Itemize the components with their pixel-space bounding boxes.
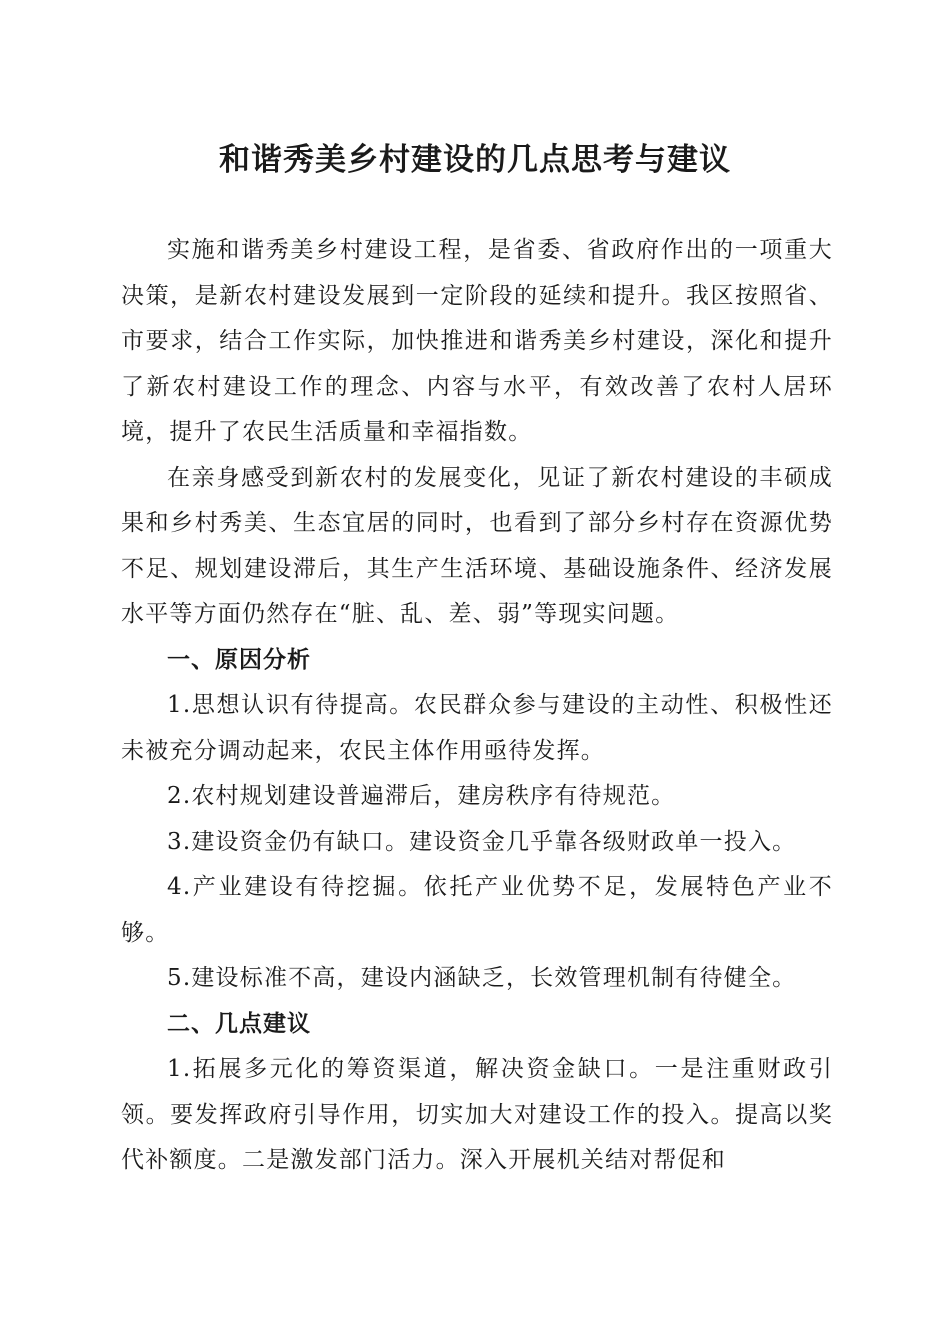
analysis-item: 2.农村规划建设普遍滞后，建房秩序有待规范。 <box>167 783 676 809</box>
section-heading-analysis: 一、原因分析 <box>167 646 311 673</box>
intro-paragraph: 实施和谐秀美乡村建设工程，是省委、省政府作出的一项重大决策，是新农村建设发展到一定阶段的延续和提升。我区按照省、市要求，结合工作实际，加快推进和谐秀美乡村建设，深化和提升了新农村建设工作的理念、内容与水平，有效改善了农村人居环境，提升了农民生活质量和幸福指数。 <box>121 237 833 445</box>
context-paragraph: 在亲身感受到新农村的发展变化，见证了新农村建设的丰硕成果和乡村秀美、生态宜居的同时，也看到了部分乡村存在资源优势不足、规划建设滞后，其生产生活环境、基础设施条件、经济发展水平等方面仍然存在“脏、乱、差、弱”等现实问题。 <box>121 464 833 627</box>
suggestion-item: 1.拓展多元化的筹资渠道，解决资金缺口。一是注重财政引领。要发挥政府引导作用，切实加大对建设工作的投入。提高以奖代补额度。二是激发部门活力。深入开展机关结对帮促和 <box>121 1056 833 1173</box>
analysis-item: 4.产业建设有待挖掘。依托产业优势不足，发展特色产业不够。 <box>121 874 833 946</box>
analysis-item: 1.思想认识有待提高。农民群众参与建设的主动性、积极性还未被充分调动起来，农民主体作用亟待发挥。 <box>121 692 833 764</box>
document-title: 和谐秀美乡村建设的几点思考与建议 <box>219 142 731 178</box>
document-body <box>121 228 833 1184</box>
analysis-item: 5.建设标准不高，建设内涵缺乏，长效管理机制有待健全。 <box>167 965 797 991</box>
section-heading-suggestions: 二、几点建议 <box>167 1010 311 1037</box>
analysis-item: 3.建设资金仍有缺口。建设资金几乎靠各级财政单一投入。 <box>167 828 797 855</box>
